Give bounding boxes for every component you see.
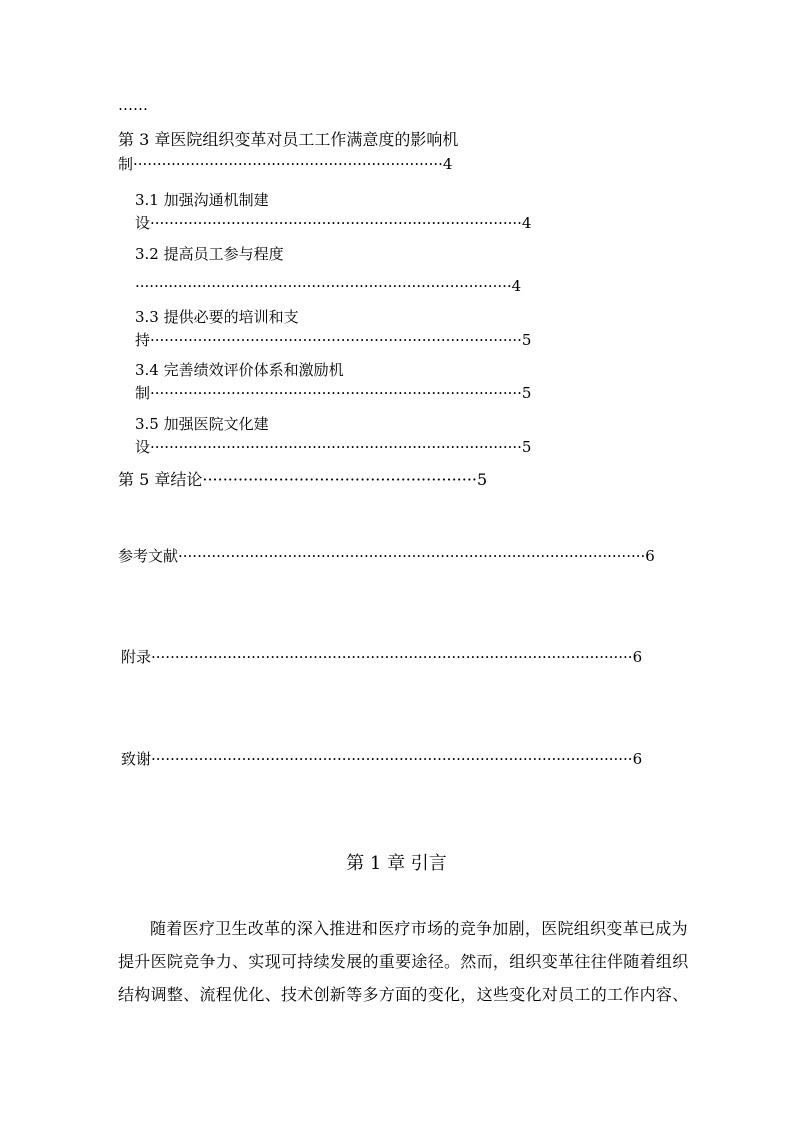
toc-section-3-4-leader: 制··············································································5 [135, 384, 532, 402]
paragraph-line-1: 随着医疗卫生改革的深入推进和医疗市场的竞争加剧，医院组织变革已成为 [150, 919, 688, 938]
toc-section-3-5-leader: 设··············································································5 [135, 438, 532, 456]
toc-section-3-1-leader: 设··············································································4 [135, 214, 532, 232]
toc-references: 参考文献··································································································6 [118, 547, 655, 565]
toc-chapter-3-title: 第 3 章医院组织变革对员工工作满意度的影响机 [118, 130, 459, 149]
toc-section-3-2-leader: ···············································································4 [135, 277, 522, 295]
toc-section-3-3-title: 3.3 提供必要的培训和支 [135, 308, 299, 326]
paragraph-line-2: 提升医院竞争力、实现可持续发展的重要途径。然而，组织变革往往伴随着组织 [118, 952, 689, 971]
toc-section-3-5-title: 3.5 加强医院文化建 [135, 415, 269, 433]
toc-acknowledgements: 致谢·····································································································6 [121, 750, 643, 768]
chapter-title: 第 1 章 引言 [346, 853, 447, 874]
paragraph-line-3: 结构调整、流程优化、技术创新等多方面的变化，这些变化对员工的工作内容、 [118, 985, 689, 1004]
toc-chapter-3-leader: 制·································································4 [118, 155, 453, 173]
toc-chapter-5: 第 5 章结论······················································5 [118, 470, 488, 489]
toc-section-3-2-title: 3.2 提高员工参与程度 [135, 245, 284, 263]
toc-section-3-3-leader: 持··············································································5 [135, 331, 532, 349]
toc-section-3-4-title: 3.4 完善绩效评价体系和激励机 [135, 361, 344, 379]
toc-appendix: 附录·····································································································6 [121, 648, 643, 666]
toc-section-3-1-title: 3.1 加强沟通机制建 [135, 191, 269, 209]
toc-ellipsis: …… [118, 96, 148, 114]
